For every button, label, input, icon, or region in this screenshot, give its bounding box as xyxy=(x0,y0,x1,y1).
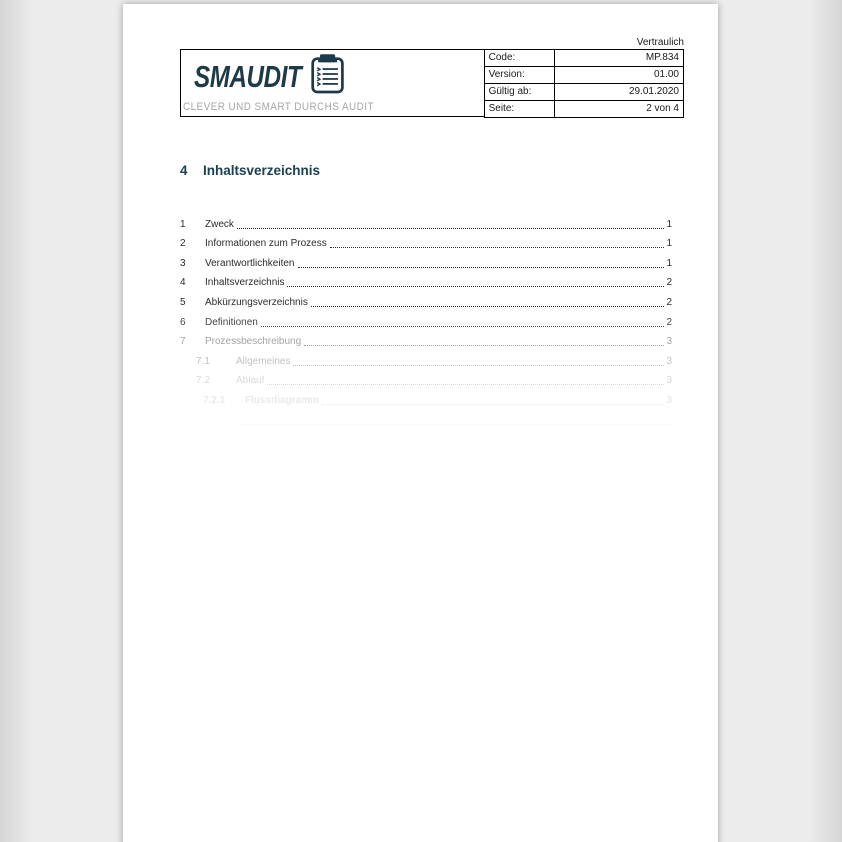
meta-row-code xyxy=(484,50,683,67)
meta-row-valid-from xyxy=(484,84,683,101)
toc-entry-number: 5 xyxy=(180,296,186,308)
meta-label-valid-from: Gültig ab: xyxy=(484,84,555,101)
clipboard-icon xyxy=(310,53,346,100)
meta-row-page xyxy=(484,101,683,118)
toc-entry-label: Prozessbeschreibung xyxy=(205,336,302,348)
heading-text: Inhaltsverzeichnis xyxy=(203,163,321,178)
logo-tagline: CLEVER UND SMART DURCHS AUDIT xyxy=(183,101,374,113)
toc-entry[interactable] xyxy=(180,214,672,234)
toc-entry-number: 2 xyxy=(180,238,186,250)
document-meta-table xyxy=(484,49,684,118)
meta-value-code: MP.834 xyxy=(555,50,684,67)
toc-entry-number: 1 xyxy=(180,218,186,230)
logo-wordmark: SMAUDIT xyxy=(194,58,302,94)
toc-dot-leader xyxy=(261,326,665,327)
toc-entry-number: 7.2 xyxy=(196,375,210,387)
toc-list xyxy=(180,214,684,430)
toc-entry-label: Verantwortlichkeiten xyxy=(205,257,295,269)
toc-entry-label: Flussdiagramm xyxy=(245,394,319,406)
meta-value-page: 2 von 4 xyxy=(555,101,684,118)
toc-entry-page: 3 xyxy=(666,394,672,406)
toc-entry-label: Allgemeines xyxy=(236,355,291,367)
toc-entry[interactable] xyxy=(180,371,672,391)
toc-entry-label: Ablauf xyxy=(236,375,265,387)
document-header xyxy=(180,49,684,118)
toc-entry[interactable] xyxy=(180,332,672,352)
meta-value-version: 01.00 xyxy=(555,67,684,84)
toc-entry-label: Informationen zum Prozess xyxy=(205,238,327,250)
toc-entry[interactable] xyxy=(180,390,672,410)
toc-entry[interactable] xyxy=(180,234,672,254)
toc-entry-number: 6 xyxy=(180,316,186,328)
toc-entry-page: 1 xyxy=(666,238,672,250)
toc-entry[interactable] xyxy=(180,253,672,273)
toc-dot-leader xyxy=(267,384,664,385)
toc-dot-leader xyxy=(237,228,665,229)
toc-entry[interactable] xyxy=(180,273,672,293)
toc-entry-page: 3 xyxy=(666,375,672,387)
toc-entry-number: 7.2.1 xyxy=(203,394,226,406)
toc-entry-page: 1 xyxy=(666,257,672,269)
meta-label-code: Code: xyxy=(484,50,555,67)
page-heading xyxy=(180,162,684,180)
document-page xyxy=(123,4,718,842)
toc-entry-number: 4 xyxy=(180,277,186,289)
toc-dot-leader xyxy=(311,306,665,307)
toc-entry-page: 3 xyxy=(666,336,672,348)
toc-dot-leader xyxy=(304,345,664,346)
page-content xyxy=(180,37,684,430)
heading-number: 4 xyxy=(180,163,188,178)
toc-entry-label: Zweck xyxy=(205,218,234,230)
toc-entry-page: 2 xyxy=(666,316,672,328)
toc-entry[interactable] xyxy=(180,292,672,312)
toc-entry[interactable] xyxy=(180,351,672,371)
toc-entry-page: 2 xyxy=(666,277,672,289)
meta-label-version: Version: xyxy=(484,67,555,84)
logo-box xyxy=(180,49,485,117)
toc-entry-page: 1 xyxy=(666,218,672,230)
toc-dot-leader xyxy=(298,267,665,268)
toc-entry-number: 3 xyxy=(180,257,186,269)
logo xyxy=(194,53,484,100)
toc-dot-leader xyxy=(322,404,665,405)
toc-entry-number: 7.1 xyxy=(196,355,210,367)
toc-dot-leader xyxy=(330,247,665,248)
toc-entry-label: Abkürzungsverzeichnis xyxy=(205,296,308,308)
meta-value-valid-from: 29.01.2020 xyxy=(555,84,684,101)
toc-entry-page: 3 xyxy=(666,355,672,367)
toc-entry[interactable] xyxy=(180,410,672,430)
toc-entry-label: Definitionen xyxy=(205,316,258,328)
meta-row-version xyxy=(484,67,683,84)
toc-dot-leader xyxy=(239,424,670,425)
toc-entry-label: Inhaltsverzeichnis xyxy=(205,277,285,289)
toc-entry-number: 7 xyxy=(180,336,186,348)
toc-entry-page: 2 xyxy=(666,296,672,308)
toc-entry[interactable] xyxy=(180,312,672,332)
confidential-label: Vertraulich xyxy=(636,37,684,48)
meta-label-page: Seite: xyxy=(484,101,555,118)
toc-dot-leader xyxy=(293,365,664,366)
toc-dot-leader xyxy=(287,286,664,287)
